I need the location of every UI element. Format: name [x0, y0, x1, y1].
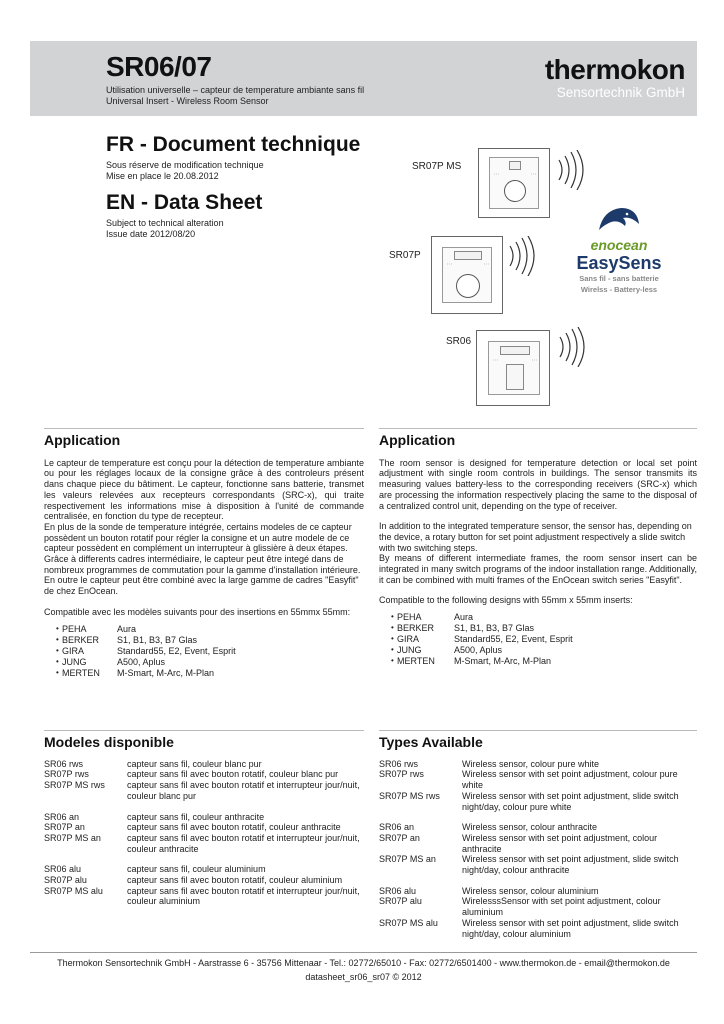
en-note-2: Issue date 2012/08/20: [106, 228, 196, 239]
footer-docref: datasheet_sr06_sr07 © 2012: [305, 972, 422, 982]
battery-less-en: Wirelss - Battery-less: [580, 285, 658, 294]
enocean-word: enocean: [590, 237, 648, 253]
list-item: • PEHA Aura: [56, 623, 137, 634]
wireless-waves-icon: [556, 327, 592, 367]
list-item: • JUNG A500, Aplus: [56, 656, 166, 667]
table-row: SR06 rws Wireless sensor, colour pure white: [379, 758, 600, 769]
fr-note-2: Mise en place le 20.08.2012: [106, 170, 219, 181]
en-app-para-1: The room sensor is designed for temperature detection or local set point adjustment with single room controls in buildings. The sensor transmits its measuring values battery-less to the corresponding receivers (SRC-x) which are processing the information respectively placing the same to the disposal of a centralized control unit, depending on the type of receiver.: [379, 457, 697, 511]
list-item: • MERTEN M-Smart, M-Arc, M-Plan: [56, 667, 215, 678]
dolphin-icon: [597, 206, 641, 232]
device-label-sr06: SR06: [446, 336, 472, 347]
en-note-1: Subject to technical alteration: [106, 218, 224, 228]
english-column: [379, 428, 697, 667]
fr-compat-list: [44, 624, 364, 679]
fr-app-para-1: Le capteur de temperature est conçu pour la détection de temperature ambiante ou pour les réglages locaux de la consigne grâce à des controleurs présent dans chaque piece du bâtiment. Le capteur, fonctionne sans batterie, transmet les valeurs relevées aux recepteurs correspondants (SRC-x), qui traite respectivement les informations mise à disposition à l'unité de commande centralisée, en fonction du type de recepteur.: [44, 457, 364, 522]
document-titles: [106, 132, 406, 239]
wireless-waves-icon: [506, 236, 542, 276]
device-label-sr07p-ms: SR07P MS: [412, 161, 462, 172]
fr-types-heading: Modeles disponible: [44, 730, 364, 748]
table-row: SR07P rws Wireless sensor with set point adjustment, colour pure white: [379, 769, 678, 791]
fr-note-1: Sous réserve de modification technique: [106, 160, 264, 170]
list-item: • JUNG A500, Aplus: [391, 645, 503, 656]
fr-app-para-2: En plus de la sonde de temperature intégrée, certains modeles de ce capteur possèdent un bouton rotatif pour régler la consigne et un autre modele de ce capteur possèdent en complément un interrupteur à glissière à deux étapes.: [44, 521, 352, 554]
subtitle-fr: Utilisation universelle – capteur de temperature ambiante sans fil: [106, 85, 365, 95]
rotary-knob-icon: [504, 180, 526, 202]
device-label-sr07p: SR07P: [389, 250, 421, 261]
table-row: SR07P alu WirelesssSensor with set point adjustment, colour aluminium: [379, 896, 661, 918]
thermokon-logo: [500, 55, 685, 101]
list-item: • BERKER S1, B1, B3, B7 Glas: [391, 623, 535, 634]
table-row: SR07P MS alu Wireless sensor with set point adjustment, slide switch night/day, colour aluminium: [379, 917, 679, 939]
fr-app-para-3: Grâce à differents cadres intermédiaire, le capteur peut être integé dans de nombreux programmes de commutation pour la gamme d'installation intérieure. En outre le capteur peut être combiné avec la large gamme de cadres "Easyfit" de chez EnOcean.: [44, 554, 361, 597]
list-item: • PEHA Aura: [391, 612, 474, 623]
table-row: SR07P MS alu capteur sans fil avec bouton rotatif et interrupteur jour/nuit, couleur aluminium: [44, 885, 360, 907]
easysens-word: EasySens: [576, 253, 662, 273]
en-types-heading: Types Available: [379, 730, 697, 748]
enocean-easysens-logo: [564, 206, 674, 295]
en-application-heading: Application: [379, 428, 697, 446]
en-app-para-2: In addition to the integrated temperature sensor, the sensor has, depending on the device, a rotary button for set point adjustment respectively a slide switch with two switching steps.: [379, 521, 692, 553]
subtitle-en: Universal Insert - Wireless Room Sensor: [106, 96, 269, 106]
product-model: SR06/07: [106, 51, 212, 82]
page-footer: [30, 952, 697, 984]
french-types-section: [44, 730, 364, 917]
table-row: SR06 rws capteur sans fil, couleur blanc pur: [44, 758, 262, 769]
en-compat-list: [379, 612, 697, 667]
list-item: • GIRA Standard55, E2, Event, Esprit: [56, 645, 236, 656]
table-row: SR06 alu Wireless sensor, colour aluminium: [379, 885, 599, 896]
table-row: SR07P MS rws capteur sans fil avec bouton rotatif et interrupteur jour/nuit, couleur blanc pur: [44, 780, 360, 801]
table-row: SR07P MS an capteur sans fil avec bouton rotatif et interrupteur jour/nuit, couleur anthracite: [44, 832, 360, 854]
list-item: • BERKER S1, B1, B3, B7 Glas: [56, 634, 198, 645]
device-sr07p-image: ::: :::: [431, 236, 503, 314]
french-column: [44, 428, 364, 679]
table-row: SR06 an capteur sans fil, couleur anthracite: [44, 811, 265, 822]
device-sr06-image: ::: :::: [476, 330, 550, 406]
fr-application-heading: Application: [44, 428, 364, 446]
wireless-waves-icon: [555, 150, 591, 190]
rotary-knob-icon: [456, 274, 480, 298]
brand-tagline: Sensortechnik GmbH: [556, 85, 685, 100]
en-app-para-4: Compatible to the following designs with 55mm x 55mm inserts:: [379, 595, 633, 606]
english-types-section: [379, 730, 697, 939]
fr-title: FR - Document technique: [106, 133, 361, 156]
list-item: • MERTEN M-Smart, M-Arc, M-Plan: [391, 656, 552, 667]
table-row: SR06 an Wireless sensor, colour anthracite: [379, 822, 598, 833]
footer-contact: Thermokon Sensortechnik GmbH - Aarstrasse 6 - 35756 Mittenaar - Tel.: 02772/65010 - Fax: 02772/6501400 - www.thermokon.de - email@thermokon.de: [57, 958, 670, 968]
fr-app-para-4: Compatible avec les modèles suivants pour des insertions en 55mmx 55mm:: [44, 606, 351, 617]
device-sr07p-ms-image: ::: :::: [478, 148, 550, 218]
table-row: SR07P MS an Wireless sensor with set point adjustment, slide switch night/day, colour anthracite: [379, 854, 679, 876]
en-app-para-3: By means of different intermediate frames, the room sensor insert can be integrated in many switch programs of the indoor installation range. Additionally, it can be combined with multi frames of the EnOcean switch series "Easyfit".: [379, 553, 697, 585]
en-title: EN - Data Sheet: [106, 191, 263, 214]
battery-less-fr: Sans fil - sans batterie: [579, 274, 659, 283]
table-row: SR06 alu capteur sans fil, couleur aluminium: [44, 864, 266, 875]
table-row: SR07P an Wireless sensor with set point adjustment, colour anthracite: [379, 832, 658, 854]
header-band: [30, 41, 697, 116]
table-row: SR07P MS rws Wireless sensor with set point adjustment, slide switch night/day, colour pure white: [379, 790, 679, 812]
table-row: SR07P alu capteur sans fil avec bouton rotatif, couleur aluminium: [44, 875, 343, 886]
brand-name: thermokon: [544, 54, 685, 85]
list-item: • GIRA Standard55, E2, Event, Esprit: [391, 634, 573, 645]
table-row: SR07P an capteur sans fil avec bouton rotatif, couleur anthracite: [44, 822, 341, 833]
table-row: SR07P rws capteur sans fil avec bouton rotatif, couleur blanc pur: [44, 769, 339, 780]
